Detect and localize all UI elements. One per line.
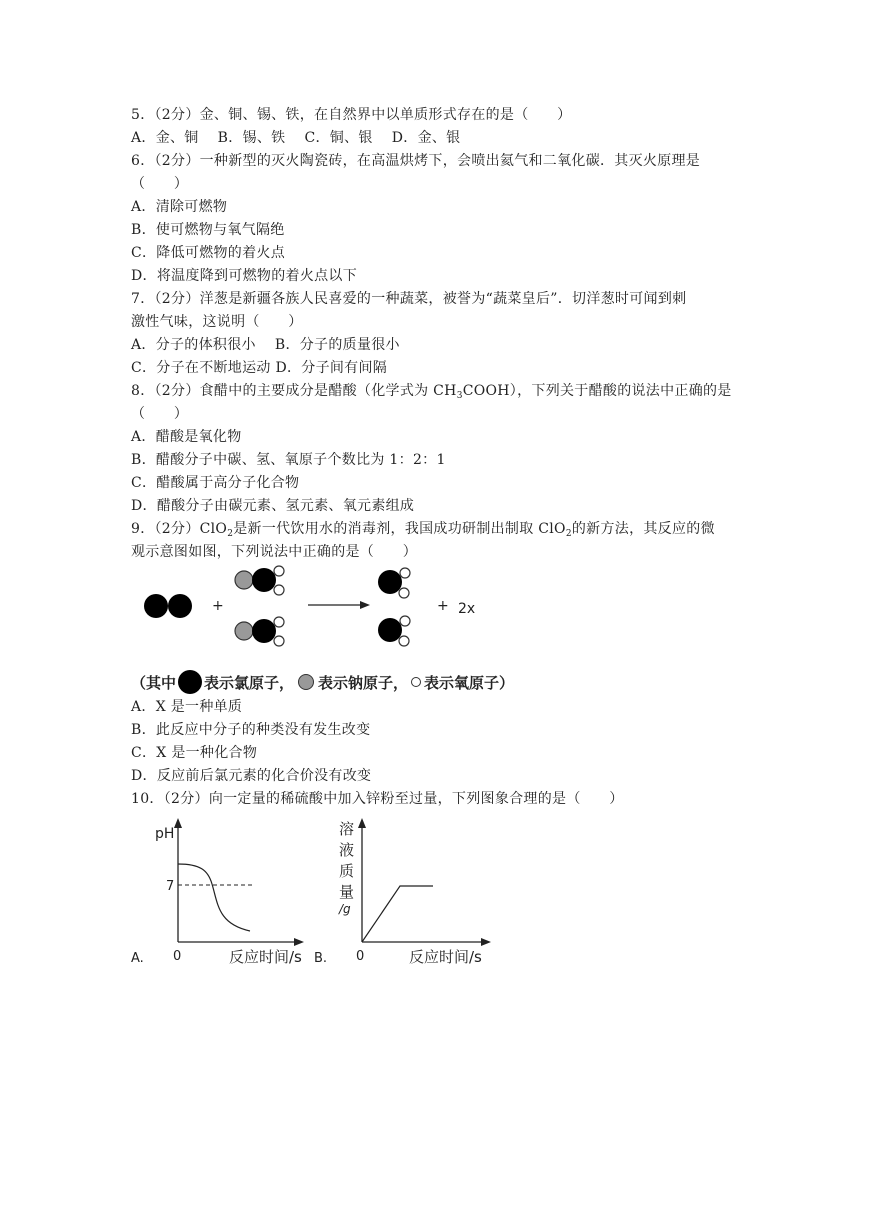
q8-option-c: C．醋酸属于高分子化合物 [131,475,300,491]
q10-stem: 10．（2分）向一定量的稀硫酸中加入锌粉至过量，下列图象合理的是（ ） [131,791,624,807]
chlorine-atom [378,618,402,642]
q8-stem-line2: （ ） [131,406,189,422]
q9-option-b: B．此反应中分子的种类没有发生改变 [131,722,371,738]
q6-option-d: D．将温度降到可燃物的着火点以下 [131,268,358,284]
oxygen-atom [274,585,284,595]
q6-stem-line1: 6．（2分）一种新型的灭火陶瓷砖，在高温烘烤下，会喷出氦气和二氧化碳．其灭火原理是 [131,153,701,169]
product-2x: 2x [458,601,476,617]
graph-b-option-label: B. [314,951,328,966]
chlorine-atom [252,568,276,592]
q6-stem-line2: （ ） [131,176,189,192]
q8-stem-pre: 8．（2分）食醋中的主要成分是醋酸（化学式为 CH [131,383,457,399]
q8-stem-line1 [131,381,732,406]
legend-sodium-text: 表示钠原子， [318,673,409,692]
q9-option-d: D．反应前后氯元素的化合价没有改变 [131,768,372,784]
graph-b-y-arrow [358,818,366,828]
q5-options: A．金、铜 B．锡、铁 C．铜、银 D．金、银 [131,130,461,146]
q9-stem-line2: 观示意图如图，下列说法中正确的是（ ） [131,544,417,560]
q5-stem: 5．（2分）金、铜、锡、铁，在自然界中以单质形式存在的是（ ） [131,107,572,123]
graph-b-y-label-4: 量 [339,883,355,901]
q6-option-c: C．降低可燃物的着火点 [131,245,286,261]
oxygen-atom [400,616,410,626]
oxygen-atom [274,566,284,576]
legend-prefix: （其中 [131,673,177,692]
graph-b-y-label-1: 溶 [339,820,355,838]
plus-sign: + [212,598,224,614]
graph-b-y-label-3: 质 [339,862,355,880]
graph-a-ph-curve [178,864,250,931]
graph-a-y-tick-7: 7 [166,879,175,894]
graph-b-mass-curve [362,886,433,942]
graph-b-x-arrow [481,938,491,946]
q9-stem-part2: 是新一代饮用水的消毒剂，我国成功研制出制取 ClO [233,521,566,537]
graph-a-y-arrow [174,818,182,828]
graph-b-y-label-2: 液 [339,841,355,859]
q9-stem-part1: 9．（2分）ClO [131,521,228,537]
graph-b-x-label: 反应时间/s [409,948,482,966]
oxygen-atom [274,617,284,627]
q9-option-c: C．X 是一种化合物 [131,745,258,761]
graph-b-origin: 0 [356,949,365,964]
graph-a-x-arrow [294,938,304,946]
chlorine-atom [168,594,192,618]
graph-b-y-label-5: /g [339,902,351,916]
chlorine-atom-icon [178,670,202,694]
oxygen-atom [274,636,284,646]
q7-options-line1: A．分子的体积很小 B．分子的质量很小 [131,337,400,353]
q9-option-a: A．X 是一种单质 [131,699,243,715]
q8-option-d: D．醋酸分子由碳元素、氢元素、氧元素组成 [131,498,415,514]
legend-chlorine-text: 表示氯原子， [204,673,295,692]
q8-option-a: A．醋酸是氧化物 [131,429,242,445]
legend-oxygen-text: 表示氧原子） [424,673,515,692]
q8-stem-post: COOH），下列关于醋酸的说法中正确的是 [462,383,732,399]
oxygen-atom [400,568,410,578]
q8-option-b: B．醋酸分子中碳、氢、氧原子个数比为 1：2：1 [131,452,446,468]
chlorine-atom [252,619,276,643]
q6-option-a: A．清除可燃物 [131,199,228,215]
q7-stem-line2: 激性气味，这说明（ ） [131,314,303,330]
sodium-atom-icon [298,674,314,690]
q9-stem-part3: 的新方法，其反应的微 [571,521,715,537]
q9-reaction-diagram [140,562,500,652]
q7-stem-line1: 7．（2分）洋葱是新疆各族人民喜爱的一种蔬菜，被誉为“蔬菜皇后”．切洋葱时可闻到刺 [131,291,687,307]
q9-subscript-1: 2 [227,529,234,539]
q9-stem-line1 [131,519,715,544]
graph-a-y-label: pH [155,826,175,842]
chlorine-atom [378,570,402,594]
graph-a-origin: 0 [173,949,182,964]
plus-sign: + [437,598,449,614]
oxygen-atom [399,636,409,646]
q7-options-line2: C．分子在不断地运动 D．分子间有间隔 [131,360,388,376]
sodium-atom [235,622,253,640]
reaction-arrow-head [360,601,370,609]
q9-subscript-2: 2 [565,529,572,539]
sodium-atom [235,571,253,589]
q6-option-b: B．使可燃物与氧气隔绝 [131,222,285,238]
q10-graphs [128,812,508,972]
chlorine-atom [144,594,168,618]
graph-a-option-label: A. [131,951,144,966]
oxygen-atom [399,588,409,598]
q9-legend [131,670,514,694]
graph-a-x-label: 反应时间/s [229,948,302,966]
oxygen-atom-icon [411,677,421,687]
q8-formula-subscript: 3 [456,391,463,401]
